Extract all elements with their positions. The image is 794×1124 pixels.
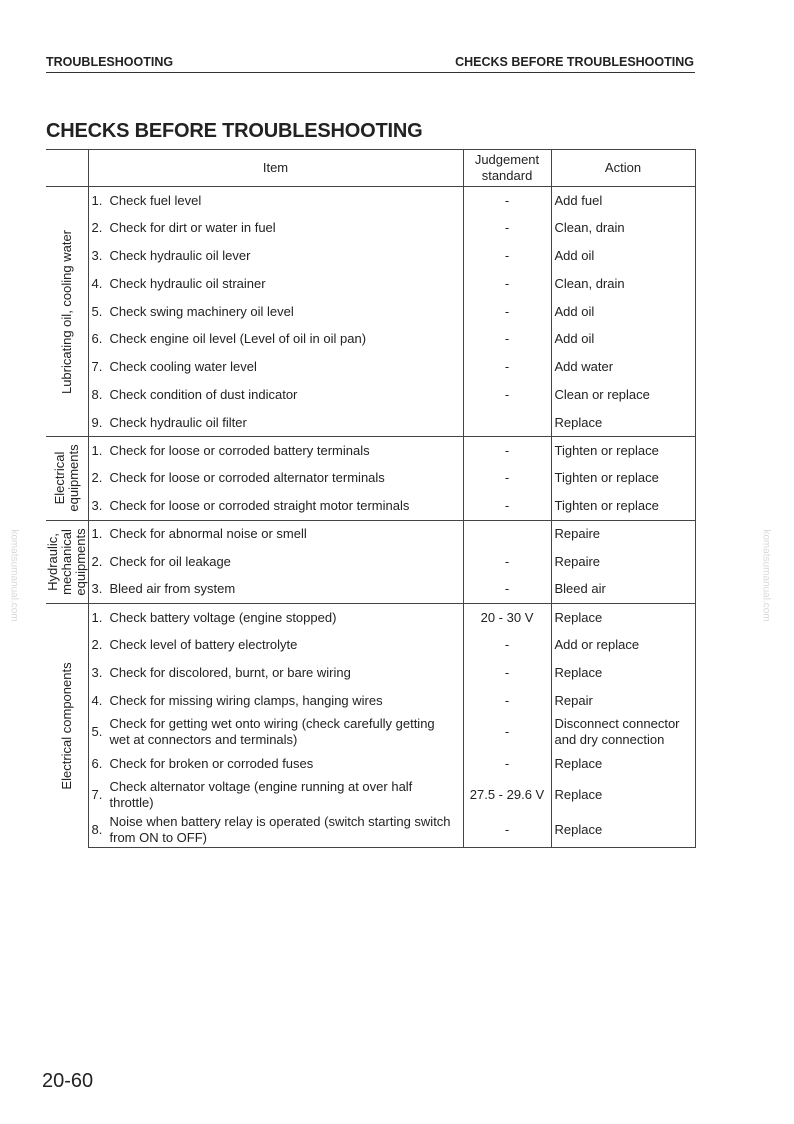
action-cell: Add oil <box>551 325 695 353</box>
table-row <box>46 715 695 750</box>
action-cell: Repaire <box>551 548 695 576</box>
action-cell: Tighten or replace <box>551 437 695 465</box>
table-row <box>46 242 695 270</box>
standard-cell: - <box>463 715 551 750</box>
item-cell <box>88 214 463 242</box>
action-cell: Replace <box>551 750 695 778</box>
item-number: 1. <box>91 192 103 208</box>
item-cell <box>88 187 463 215</box>
standard-cell: - <box>463 631 551 659</box>
action-cell: Bleed air <box>551 576 695 604</box>
standard-cell <box>463 520 551 548</box>
item-cell <box>88 353 463 381</box>
item-number: 7. <box>91 359 103 375</box>
table-row <box>46 603 695 631</box>
item-cell <box>88 812 463 847</box>
table-row <box>46 812 695 847</box>
item-cell <box>88 437 463 465</box>
item-cell <box>88 270 463 298</box>
item-number: 1. <box>91 609 103 625</box>
category-label-line: Hydraulic, <box>44 532 60 591</box>
action-cell: Replace <box>551 659 695 687</box>
table-row <box>46 750 695 778</box>
item-cell <box>88 548 463 576</box>
table-row <box>46 187 695 215</box>
standard-cell: - <box>463 325 551 353</box>
standard-cell: - <box>463 576 551 604</box>
table-row <box>46 576 695 604</box>
category-cell <box>46 603 88 847</box>
item-cell <box>88 715 463 750</box>
standard-cell: - <box>463 353 551 381</box>
table-row <box>46 214 695 242</box>
action-cell: Add or replace <box>551 631 695 659</box>
item-number: 3. <box>91 664 103 680</box>
item-text: Check for loose or corroded battery terminals <box>109 442 370 458</box>
standard-cell: - <box>463 659 551 687</box>
standard-cell: - <box>463 242 551 270</box>
item-text: Bleed air from system <box>109 581 236 597</box>
item-cell <box>88 492 463 520</box>
table-row <box>46 353 695 381</box>
item-cell <box>88 464 463 492</box>
action-cell: Repaire <box>551 520 695 548</box>
standard-header <box>463 150 551 187</box>
standard-cell: - <box>463 437 551 465</box>
item-number: 9. <box>91 414 103 430</box>
table-row <box>46 409 695 437</box>
item-cell <box>88 603 463 631</box>
action-cell: Replace <box>551 777 695 812</box>
item-number: 3. <box>91 247 103 263</box>
item-number: 2. <box>91 637 103 653</box>
table-row <box>46 659 695 687</box>
item-number: 3. <box>91 581 103 597</box>
item-cell <box>88 520 463 548</box>
standard-cell: - <box>463 464 551 492</box>
table-row <box>46 548 695 576</box>
item-cell <box>88 381 463 409</box>
category-group <box>46 187 695 437</box>
page-number: 20-60 <box>42 1070 94 1092</box>
table-row <box>46 381 695 409</box>
item-text: Check hydraulic oil strainer <box>109 275 266 291</box>
item-text: Check for missing wiring clamps, hanging wires <box>109 692 383 708</box>
action-cell: Add oil <box>551 298 695 326</box>
standard-cell: - <box>463 750 551 778</box>
action-cell: Clean, drain <box>551 270 695 298</box>
standard-cell: - <box>463 214 551 242</box>
action-cell: Replace <box>551 812 695 847</box>
table-row <box>46 492 695 520</box>
item-number: 2. <box>91 553 103 569</box>
item-cell <box>88 576 463 604</box>
item-number: 2. <box>91 470 103 486</box>
action-cell: Tighten or replace <box>551 492 695 520</box>
item-number: 4. <box>91 275 103 291</box>
item-text: Check for getting wet onto wiring (check carefully getting wet at connectors and terminals) <box>109 716 435 748</box>
table-row <box>46 631 695 659</box>
item-number: 6. <box>91 331 103 347</box>
table-row <box>46 270 695 298</box>
item-text: Check for dirt or water in fuel <box>109 220 276 236</box>
category-group <box>46 603 695 847</box>
item-text: Check for loose or corroded straight motor terminals <box>109 497 410 513</box>
action-cell: Repair <box>551 687 695 715</box>
table-header-row <box>46 150 695 187</box>
item-text: Check for loose or corroded alternator terminals <box>109 470 385 486</box>
item-text: Check engine oil level (Level of oil in oil pan) <box>109 331 367 347</box>
standard-cell: - <box>463 812 551 847</box>
item-cell <box>88 298 463 326</box>
watermark-right: komatsumanual.com <box>760 529 772 622</box>
item-text: Check level of battery electrolyte <box>109 637 298 653</box>
item-number: 1. <box>91 526 103 542</box>
running-header-section: TROUBLESHOOTING <box>46 55 174 69</box>
action-cell: Tighten or replace <box>551 464 695 492</box>
running-header-topic: CHECKS BEFORE TROUBLESHOOTING <box>455 55 694 69</box>
table-row <box>46 464 695 492</box>
item-text: Check fuel level <box>109 192 202 208</box>
standard-cell: - <box>463 687 551 715</box>
item-number: 7. <box>91 786 103 802</box>
item-number: 6. <box>91 755 103 771</box>
category-label-line: Electrical <box>51 451 67 505</box>
item-header: Item <box>88 150 463 187</box>
item-cell <box>88 750 463 778</box>
category-label <box>46 528 88 595</box>
item-number: 1. <box>91 442 103 458</box>
action-cell: Replace <box>551 603 695 631</box>
item-cell <box>88 242 463 270</box>
standard-cell: - <box>463 187 551 215</box>
standard-header-line1: Judgement <box>474 152 540 167</box>
item-text: Check for abnormal noise or smell <box>109 526 307 542</box>
item-text: Check swing machinery oil level <box>109 303 294 319</box>
checks-table <box>46 149 696 848</box>
table-row <box>46 520 695 548</box>
standard-cell <box>463 409 551 437</box>
item-number: 8. <box>91 821 103 837</box>
standard-cell: - <box>463 381 551 409</box>
action-cell: Clean, drain <box>551 214 695 242</box>
item-text: Check cooling water level <box>109 359 257 375</box>
table-row <box>46 687 695 715</box>
item-text: Noise when battery relay is operated (switch starting switch from ON to OFF) <box>109 813 451 845</box>
standard-cell: 27.5 - 29.6 V <box>463 777 551 812</box>
item-cell <box>88 325 463 353</box>
category-group <box>46 520 695 603</box>
table-row <box>46 325 695 353</box>
category-label-line: equipments <box>65 444 81 512</box>
item-text: Check for discolored, burnt, or bare wiring <box>109 664 351 680</box>
item-number: 5. <box>91 724 103 740</box>
standard-header-line2: standard <box>481 168 533 183</box>
item-number: 2. <box>91 220 103 236</box>
action-cell: Add fuel <box>551 187 695 215</box>
header-rule <box>46 72 695 73</box>
category-label <box>53 445 81 512</box>
watermark-left: komatsumanual.com <box>8 529 20 622</box>
action-cell: Disconnect connector and dry connection <box>551 715 695 750</box>
standard-cell: - <box>463 548 551 576</box>
table-row <box>46 437 695 465</box>
action-cell: Add water <box>551 353 695 381</box>
table-row <box>46 777 695 812</box>
action-cell: Clean or replace <box>551 381 695 409</box>
category-label-line: Electrical components <box>58 662 74 790</box>
action-cell: Add oil <box>551 242 695 270</box>
item-cell <box>88 631 463 659</box>
category-cell <box>46 187 88 437</box>
action-header: Action <box>551 150 695 187</box>
item-number: 4. <box>91 692 103 708</box>
item-number: 5. <box>91 303 103 319</box>
category-header <box>46 150 88 187</box>
item-text: Check hydraulic oil filter <box>109 414 247 430</box>
item-text: Check for broken or corroded fuses <box>109 755 314 771</box>
category-label-line: equipments <box>72 528 88 596</box>
standard-cell: 20 - 30 V <box>463 603 551 631</box>
item-cell <box>88 777 463 812</box>
item-text: Check hydraulic oil lever <box>109 247 251 263</box>
category-group <box>46 437 695 520</box>
item-text: Check battery voltage (engine stopped) <box>109 609 337 625</box>
item-text: Check condition of dust indicator <box>109 386 298 402</box>
item-number: 3. <box>91 497 103 513</box>
item-text: Check for oil leakage <box>109 553 231 569</box>
item-number: 8. <box>91 386 103 402</box>
category-label <box>60 230 74 394</box>
action-cell: Replace <box>551 409 695 437</box>
item-cell <box>88 659 463 687</box>
category-label-line: Lubricating oil, cooling water <box>58 229 74 394</box>
standard-cell: - <box>463 298 551 326</box>
standard-cell: - <box>463 492 551 520</box>
category-label-line: mechanical <box>58 528 74 595</box>
category-cell <box>46 437 88 520</box>
category-label <box>60 662 74 789</box>
table-row <box>46 298 695 326</box>
item-text: Check alternator voltage (engine running at over half throttle) <box>109 778 413 810</box>
item-cell <box>88 687 463 715</box>
item-cell <box>88 409 463 437</box>
category-cell <box>46 520 88 603</box>
page-title: CHECKS BEFORE TROUBLESHOOTING <box>46 120 423 142</box>
standard-cell: - <box>463 270 551 298</box>
